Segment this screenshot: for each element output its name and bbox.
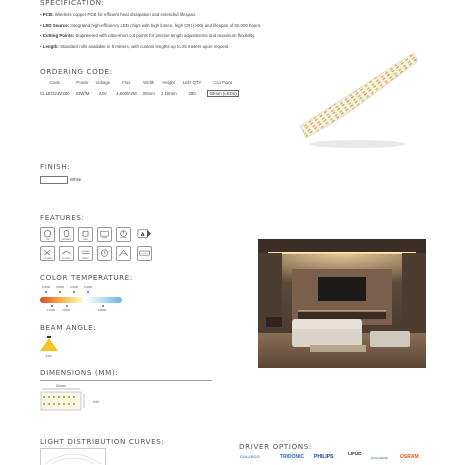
driver-logo-eaglerise: EAGLERISE	[371, 456, 389, 460]
driver-logo-colleco: COLLECO	[240, 454, 260, 459]
ordering-table	[37, 80, 242, 96]
angle-icon	[116, 246, 131, 261]
chip-icon	[78, 227, 93, 242]
cuttable-icon	[40, 246, 55, 261]
svg-text:120°: 120°	[45, 354, 53, 358]
dimmer-icon	[116, 227, 131, 242]
cct-label-2700: 2,700K	[47, 309, 56, 312]
specification-list	[40, 12, 261, 49]
spec-line-length: • Length: Standard rolls available in 5 meters, with custom lengths up to 25 meters upon request.	[40, 43, 230, 49]
finish-title: FINISH:	[40, 162, 71, 171]
header-voltage: Voltage	[95, 80, 111, 85]
header-power: Power	[76, 80, 89, 85]
svg-text:CRI: CRI	[45, 238, 50, 241]
svg-text:WIRING: WIRING	[82, 257, 89, 260]
dimensions-title: DIMENSIONS (MM):	[40, 368, 119, 377]
lifespan-icon	[97, 246, 112, 261]
driver-options-title: DRIVER OPTIONS:	[239, 442, 312, 451]
wiring-icon	[78, 246, 93, 261]
cct-marker	[66, 305, 68, 307]
cell-height: 1.10mm	[160, 91, 177, 96]
svg-text:DIMMABLE: DIMMABLE	[61, 238, 72, 241]
finish-swatch-white	[40, 176, 68, 184]
header-height: Height	[162, 80, 176, 85]
beam-angle-icon	[39, 336, 59, 360]
flicker-icon	[137, 246, 152, 261]
cct-label-3000: 3,000K	[56, 286, 65, 289]
light-distribution-title: LIGHT DISTRIBUTION CURVES:	[40, 437, 165, 446]
cri-icon	[40, 227, 55, 242]
header-cut-point: Cut Point	[214, 80, 233, 85]
cct-marker	[73, 291, 75, 293]
svg-text:CUTTABLE: CUTTABLE	[42, 257, 53, 260]
spec-line-pcb: • PCB: Wireless copper PCB for efficient heat dissipation and extended lifespan.	[40, 12, 197, 17]
driver-logos-row	[238, 453, 430, 463]
cct-marker	[102, 305, 104, 307]
color-temperature-title: COLOR TEMPERATURE:	[40, 273, 133, 282]
dimension-length-label: 50mm	[56, 384, 66, 388]
finish-label: White	[70, 177, 82, 182]
living-room-application-photo	[258, 239, 426, 368]
spec-line-cutting: • Cutting Points: Engineered with ultra-short cut points for precise length adjustments and maximum flexibility.	[40, 33, 256, 39]
cell-flux: 4,500lm/M	[116, 91, 137, 96]
svg-text:FLEXIBLE: FLEXIBLE	[62, 257, 71, 260]
header-code: Code	[49, 80, 61, 85]
ordering-table-wrap	[37, 80, 242, 96]
led-strip-product-image	[292, 48, 422, 153]
cell-voltage: 24V	[98, 91, 107, 96]
cct-marker	[59, 291, 61, 293]
cct-marker	[87, 291, 89, 293]
cell-led-qty: 280	[188, 91, 196, 96]
header-width: Width	[143, 80, 155, 85]
dimensions-divider	[40, 380, 212, 381]
cct-marker	[45, 291, 47, 293]
beam-angle-title: BEAM ANGLE:	[40, 323, 97, 332]
driver-logo-lifud: LIFUD	[348, 451, 362, 456]
header-led-qty: LED QTY	[182, 80, 202, 85]
cct-label-2300: 2,300K	[42, 286, 51, 289]
heat-icon	[97, 227, 112, 242]
driver-logo-osram: OSRAM	[400, 454, 419, 460]
cct-label-5000: 5,000K	[84, 286, 93, 289]
svg-text:SMD: SMD	[83, 238, 88, 241]
flexible-icon	[59, 246, 74, 261]
features-title: FEATURES:	[40, 213, 85, 222]
cell-width: 20mm	[142, 91, 155, 96]
svg-text:A: A	[140, 232, 145, 238]
specification-title: SPECIFICATION:	[40, 0, 105, 7]
cell-cut-point: 50mm (LEDs)	[209, 91, 237, 96]
ordering-row	[37, 91, 242, 96]
cct-gradient-bar	[40, 297, 122, 303]
driver-logo-philips: PHILIPS	[314, 454, 334, 460]
dimension-voltage-label: 24V	[93, 400, 100, 404]
ordering-title: ORDERING CODE:	[40, 67, 113, 76]
class-icon	[137, 227, 152, 242]
spec-line-led-source: • LED Source: Integrated high-efficiency LED chips with high lumen, high CRI (>90) and lifespan of 50,000 hours.	[40, 22, 262, 28]
dimmable-bulb-icon	[59, 227, 74, 242]
driver-logo-tridonic: TRIDONIC	[280, 454, 305, 460]
cct-label-3500: 3,500K	[62, 309, 71, 312]
dimension-drawing	[40, 388, 100, 414]
cell-code: CLLEO24V280	[40, 91, 70, 96]
cct-label-4000: 4,000K	[70, 286, 79, 289]
cell-power: 33W/M	[75, 91, 90, 96]
header-flux: Flux	[122, 80, 131, 85]
cct-marker	[51, 305, 53, 307]
light-distribution-chart	[40, 448, 106, 465]
cct-label-6500: 6,500K	[98, 309, 107, 312]
